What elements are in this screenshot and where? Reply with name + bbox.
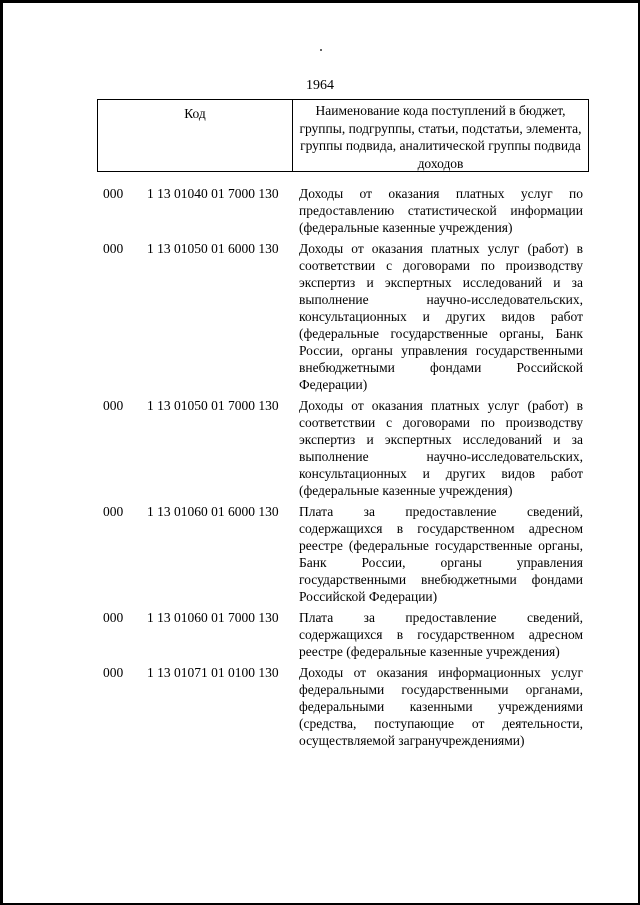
entry-description: Плата за предоставление сведений, содержащихся в государственном адресном реестре (федеральные государственные органы, Банк России, органы управления государственными внебюджетными фондами Российской Федерации) — [299, 504, 583, 604]
entry-row — [0, 609, 640, 660]
entry-code: 1 13 01050 01 7000 130 — [147, 398, 279, 413]
entry-row — [0, 664, 640, 749]
scan-speck — [320, 49, 322, 51]
entry-row — [0, 185, 640, 236]
entry-prefix: 000 — [103, 241, 124, 256]
entry-prefix: 000 — [103, 504, 124, 519]
entry-description: Доходы от оказания информационных услуг федеральными государственными органами, федеральными казенными учреждениями (средства, поступающие от деятельности, осуществляемой загранучреждениями) — [299, 665, 583, 748]
header-table — [97, 99, 589, 172]
entry-description: Доходы от оказания платных услуг (работ) в соответствии с договорами по производству экспертиз и экспертных исследований и за выполнение научно-исследовательских, консультационных и других видов работ (федеральные казенные учреждения) — [299, 398, 583, 498]
entry-prefix: 000 — [103, 610, 124, 625]
entry-row — [0, 503, 640, 605]
header-name-cell: Наименование кода поступлений в бюджет, группы, подгруппы, статьи, подстатьи, элемента, группы подвида, аналитической группы подвида доходов — [299, 103, 582, 171]
entry-prefix: 000 — [103, 186, 124, 201]
header-code-cell: Код — [98, 100, 293, 171]
entry-row — [0, 397, 640, 499]
entry-code: 1 13 01040 01 7000 130 — [147, 186, 279, 201]
entry-code: 1 13 01050 01 6000 130 — [147, 241, 279, 256]
page-number: 1964 — [306, 78, 334, 93]
entry-description: Доходы от оказания платных услуг (работ) в соответствии с договорами по производству экспертиз и экспертных исследований и за выполнение научно-исследовательских, консультационных и других видов работ (федеральные государственные органы, Банк России, органы управления государственными внебюджетными фондами Российской Федерации) — [299, 241, 583, 392]
scan-border-top — [0, 0, 640, 3]
entry-description: Плата за предоставление сведений, содержащихся в государственном адресном реестре (федеральные казенные учреждения) — [299, 610, 583, 659]
entry-code: 1 13 01060 01 7000 130 — [147, 610, 279, 625]
entry-description: Доходы от оказания платных услуг по предоставлению статистической информации (федеральные казенные учреждения) — [299, 186, 583, 235]
entry-code: 1 13 01071 01 0100 130 — [147, 665, 279, 680]
entry-code: 1 13 01060 01 6000 130 — [147, 504, 279, 519]
entry-prefix: 000 — [103, 665, 124, 680]
entry-prefix: 000 — [103, 398, 124, 413]
entries-list — [0, 185, 640, 749]
entry-row — [0, 240, 640, 393]
